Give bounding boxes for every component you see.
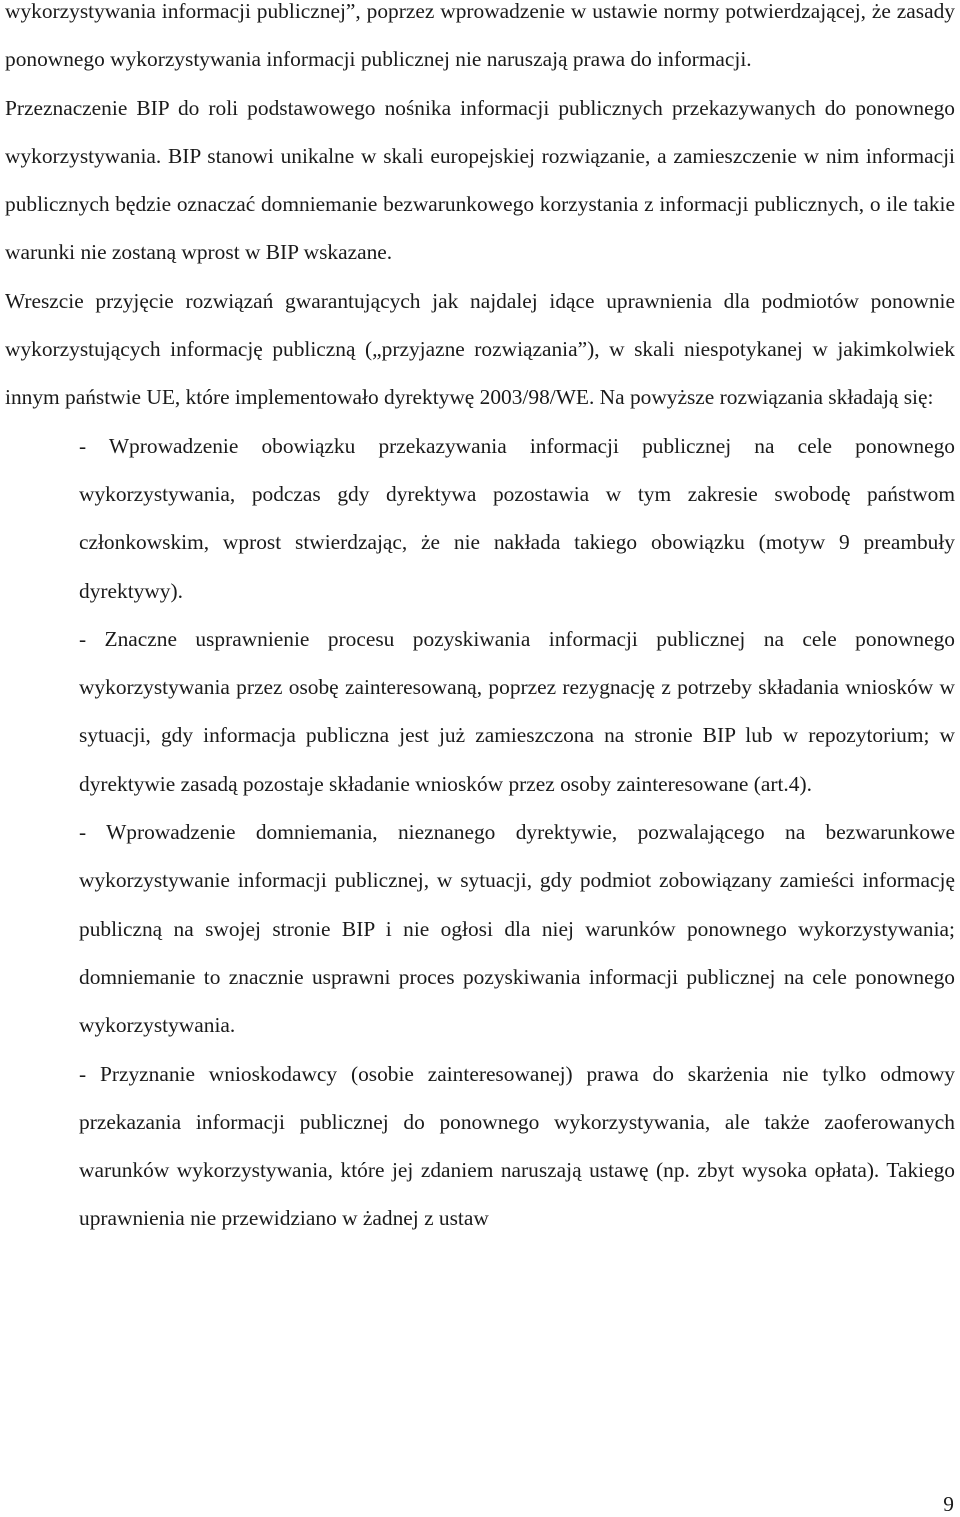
list-item-obligation: - Wprowadzenie obowiązku przekazywania informacji publicznej na cele ponownego wykorzystywania, podczas gdy dyrektywa pozostawia w tym zakresie swobodę państwom członkowskim, wprost stwierdzając, że nie nakłada takiego obowiązku (motyw 9 preambuły dyrektywy). [79, 433, 955, 603]
list-item-presumption: - Wprowadzenie domniemania, nieznanego dyrektywie, pozwalającego na bezwarunkowe wykorzystywanie informacji publicznej, w sytuacji, gdy podmiot zobowiązany zamieści informację publiczną na swojej stronie BIP i nie ogłosi dla niej warunków ponownego wykorzystywania; domniemanie to znacznie usprawni proces pozyskiwania informacji publicznej na cele ponownego wykorzystywania. [79, 820, 955, 1038]
page-number: 9 [943, 1492, 954, 1516]
list-item-process-improvement: - Znaczne usprawnienie procesu pozyskiwania informacji publicznej na cele ponownego wykorzystywania przez osobę zainteresowaną, poprzez rezygnację z potrzeby składania wniosków w sytuacji, gdy informacja publiczna jest już zamieszczona na stronie BIP lub w repozytorium; w dyrektywie zasadą pozostaje składanie wniosków przez osoby zainteresowane (art.4). [79, 626, 955, 796]
paragraph-friendly-solutions: Wreszcie przyjęcie rozwiązań gwarantujących jak najdalej idące uprawnienia dla podmiotów ponownie wykorzystujących informację publiczną („przyjazne rozwiązania”), w skali niespotykanej w jakimkolwiek innym państwie UE, które implementowało dyrektywę 2003/98/WE. Na powyższe rozwiązania składają się: [5, 288, 955, 410]
document-page [5, 0, 955, 1243]
paragraph-right-to-information: wykorzystywania informacji publicznej”, poprzez wprowadzenie w ustawie normy potwierdzającej, że zasady ponownego wykorzystywania informacji publicznej nie naruszają prawa do informacji. [5, 0, 955, 72]
list-item-right-to-appeal: - Przyznanie wnioskodawcy (osobie zainteresowanej) prawa do skarżenia nie tylko odmowy przekazania informacji publicznej do ponownego wykorzystywania, ale także zaoferowanych warunków wykorzystywania, które jej zdaniem naruszają ustawę (np. zbyt wysoka opłata). Takiego uprawnienia nie przewidziano w żadnej z ustaw [79, 1061, 955, 1231]
paragraph-bip-purpose: Przeznaczenie BIP do roli podstawowego nośnika informacji publicznych przekazywanych do ponownego wykorzystywania. BIP stanowi unikalne w skali europejskiej rozwiązanie, a zamieszczenie w nim informacji publicznych będzie oznaczać domniemanie bezwarunkowego korzystania z informacji publicznych, o ile takie warunki nie zostaną wprost w BIP wskazane. [5, 95, 955, 265]
